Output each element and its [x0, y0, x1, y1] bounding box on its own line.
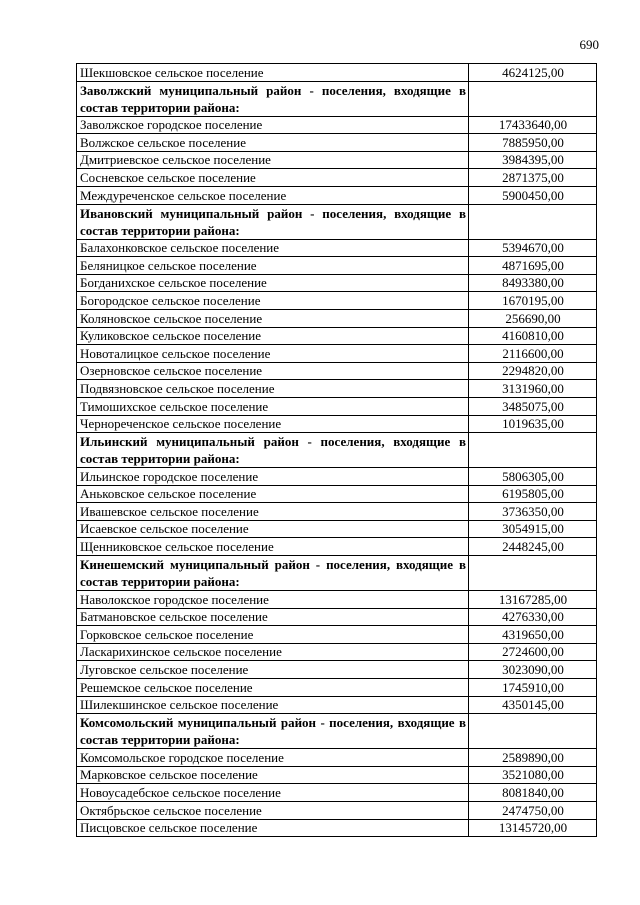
amount-cell: 3521080,00 — [469, 766, 597, 784]
amount-cell: 4160810,00 — [469, 327, 597, 345]
amount-cell: 3131960,00 — [469, 380, 597, 398]
settlement-name: Ласкарихинское сельское поселение — [77, 643, 469, 661]
settlement-name: Новоусадебское сельское поселение — [77, 784, 469, 802]
settlement-name: Подвязновское сельское поселение — [77, 380, 469, 398]
settlement-name: Богданихское сельское поселение — [77, 274, 469, 292]
amount-cell: 5806305,00 — [469, 468, 597, 486]
settlement-name: Ильинское городское поселение — [77, 468, 469, 486]
settlement-name: Балахонковское сельское поселение — [77, 239, 469, 257]
settlement-name: Новоталицкое сельское поселение — [77, 345, 469, 363]
amount-cell: 2589890,00 — [469, 749, 597, 767]
amount-cell: 2448245,00 — [469, 538, 597, 556]
amount-cell: 7885950,00 — [469, 134, 597, 152]
table-row — [77, 819, 597, 837]
amount-cell: 2724600,00 — [469, 643, 597, 661]
district-header-row — [77, 433, 597, 468]
settlement-name: Волжское сельское поселение — [77, 134, 469, 152]
table-row — [77, 257, 597, 275]
settlement-name: Чернореченское сельское поселение — [77, 415, 469, 433]
table-row — [77, 64, 597, 82]
district-header-row — [77, 204, 597, 239]
district-header-row — [77, 81, 597, 116]
settlement-name: Ивашевское сельское поселение — [77, 503, 469, 521]
amount-cell — [469, 433, 597, 468]
settlement-name: Куликовское сельское поселение — [77, 327, 469, 345]
settlement-name: Беляницкое сельское поселение — [77, 257, 469, 275]
table-row — [77, 151, 597, 169]
table-row — [77, 591, 597, 609]
table-row — [77, 749, 597, 767]
table-row — [77, 397, 597, 415]
settlement-name: Наволокское городское поселение — [77, 591, 469, 609]
table-row — [77, 362, 597, 380]
amount-cell: 5394670,00 — [469, 239, 597, 257]
settlement-name: Сосневское сельское поселение — [77, 169, 469, 187]
table-row — [77, 239, 597, 257]
table-row — [77, 327, 597, 345]
table-row — [77, 626, 597, 644]
settlement-name: Батмановское сельское поселение — [77, 608, 469, 626]
table-row — [77, 468, 597, 486]
table-row — [77, 485, 597, 503]
table-row — [77, 503, 597, 521]
amount-cell: 2474750,00 — [469, 802, 597, 820]
table-row — [77, 538, 597, 556]
amount-cell: 1745910,00 — [469, 679, 597, 697]
table-row — [77, 169, 597, 187]
amount-cell — [469, 81, 597, 116]
amount-cell: 13145720,00 — [469, 819, 597, 837]
amount-cell: 17433640,00 — [469, 116, 597, 134]
table-row — [77, 643, 597, 661]
settlement-name: Марковское сельское поселение — [77, 766, 469, 784]
settlement-name: Луговское сельское поселение — [77, 661, 469, 679]
table-row — [77, 679, 597, 697]
settlement-name: Горковское сельское поселение — [77, 626, 469, 644]
settlement-name: Шекшовское сельское поселение — [77, 64, 469, 82]
settlement-name: Шилекшинское сельское поселение — [77, 696, 469, 714]
district-heading: Заволжский муниципальный район - поселения, входящие в состав территории района: — [77, 81, 469, 116]
table-row — [77, 274, 597, 292]
amount-cell: 5900450,00 — [469, 186, 597, 204]
settlement-name: Аньковское сельское поселение — [77, 485, 469, 503]
amount-cell — [469, 556, 597, 591]
district-heading: Ильинский муниципальный район - поселения, входящие в состав территории района: — [77, 433, 469, 468]
settlement-name: Щенниковское сельское поселение — [77, 538, 469, 556]
amount-cell: 13167285,00 — [469, 591, 597, 609]
table-row — [77, 696, 597, 714]
table-row — [77, 309, 597, 327]
settlement-name: Дмитриевское сельское поселение — [77, 151, 469, 169]
table-row — [77, 415, 597, 433]
amount-cell: 2294820,00 — [469, 362, 597, 380]
amount-cell: 4319650,00 — [469, 626, 597, 644]
table-row — [77, 116, 597, 134]
settlement-name: Октябрьское сельское поселение — [77, 802, 469, 820]
district-header-row — [77, 714, 597, 749]
settlement-name: Комсомольское городское поселение — [77, 749, 469, 767]
settlement-name: Исаевское сельское поселение — [77, 520, 469, 538]
settlements-budget-table — [76, 63, 597, 837]
table-row — [77, 292, 597, 310]
district-heading: Ивановский муниципальный район - поселения, входящие в состав территории района: — [77, 204, 469, 239]
table-row — [77, 520, 597, 538]
amount-cell: 8081840,00 — [469, 784, 597, 802]
district-header-row — [77, 556, 597, 591]
amount-cell: 3736350,00 — [469, 503, 597, 521]
table-row — [77, 784, 597, 802]
amount-cell: 4350145,00 — [469, 696, 597, 714]
table-row — [77, 345, 597, 363]
amount-cell: 8493380,00 — [469, 274, 597, 292]
amount-cell: 1670195,00 — [469, 292, 597, 310]
amount-cell: 1019635,00 — [469, 415, 597, 433]
amount-cell — [469, 204, 597, 239]
page-number: 690 — [579, 37, 599, 52]
settlement-name: Заволжское городское поселение — [77, 116, 469, 134]
amount-cell: 3485075,00 — [469, 397, 597, 415]
settlement-name: Междуреченское сельское поселение — [77, 186, 469, 204]
table-row — [77, 766, 597, 784]
amount-cell: 6195805,00 — [469, 485, 597, 503]
table-row — [77, 608, 597, 626]
amount-cell: 3023090,00 — [469, 661, 597, 679]
amount-cell: 4624125,00 — [469, 64, 597, 82]
settlement-name: Писцовское сельское поселение — [77, 819, 469, 837]
table-body — [77, 64, 597, 837]
amount-cell: 4871695,00 — [469, 257, 597, 275]
table-row — [77, 802, 597, 820]
district-heading: Кинешемский муниципальный район - поселения, входящие в состав территории района: — [77, 556, 469, 591]
settlement-name: Решемское сельское поселение — [77, 679, 469, 697]
table-row — [77, 661, 597, 679]
table-row — [77, 186, 597, 204]
amount-cell: 4276330,00 — [469, 608, 597, 626]
settlement-name: Богородское сельское поселение — [77, 292, 469, 310]
amount-cell: 256690,00 — [469, 309, 597, 327]
amount-cell: 2871375,00 — [469, 169, 597, 187]
table-row — [77, 134, 597, 152]
district-heading: Комсомольский муниципальный район - поселения, входящие в состав территории района: — [77, 714, 469, 749]
amount-cell: 2116600,00 — [469, 345, 597, 363]
settlement-name: Коляновское сельское поселение — [77, 309, 469, 327]
settlement-name: Озерновское сельское поселение — [77, 362, 469, 380]
amount-cell — [469, 714, 597, 749]
amount-cell: 3984395,00 — [469, 151, 597, 169]
table-row — [77, 380, 597, 398]
amount-cell: 3054915,00 — [469, 520, 597, 538]
settlement-name: Тимошихское сельское поселение — [77, 397, 469, 415]
